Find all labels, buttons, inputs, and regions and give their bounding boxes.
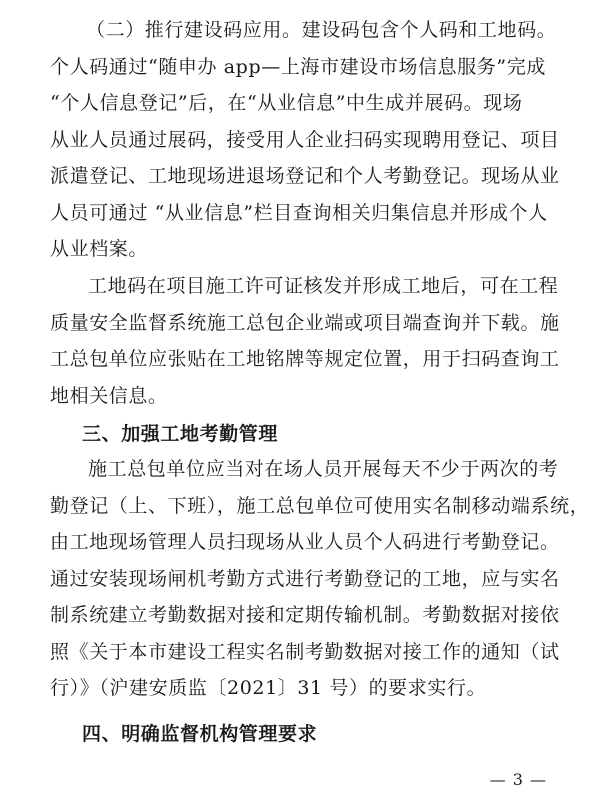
text-line: 个人码通过“随申办 app—上海市建设市场信息服务”完成 [50, 55, 546, 78]
text-line: 从业档案。 [50, 238, 149, 260]
text-line: 从业人员通过展码，接受用人企业扫码实现聘用登记、项目 [50, 128, 560, 151]
page-number: — 3 — [489, 770, 547, 789]
paragraph-attendance [50, 451, 590, 707]
text-line: 施工总包单位应当对在场人员开展每天不少于两次的考 [88, 458, 559, 480]
text-line: 派遣登记、工地现场进退场登记和个人考勤登记。现场从业 [50, 165, 560, 187]
paragraph-site-code [50, 268, 570, 414]
section-heading-attendance: 三、加强工地考勤管理 [82, 423, 279, 445]
text-line: 工地码在项目施工许可证核发并形成工地后，可在工程 [88, 275, 559, 297]
text-line: 人员可通过 “从业信息”栏目查询相关归集信息并形成个人 [50, 201, 548, 224]
text-line: 通过安装现场闸机考勤方式进行考勤登记的工地，应与实名 [50, 567, 560, 590]
text-line: 由工地现场管理人员扫现场从业人员个人码进行考勤登记。 [50, 531, 560, 553]
text-line: 地相关信息。 [50, 384, 168, 407]
text-line: 勤登记（上、下班），施工总包单位可使用实名制移动端系统， [50, 494, 590, 517]
text-line: 质量安全监督系统施工总包企业端或项目端查询并下载。施 [50, 311, 560, 334]
text-line: （二）推行建设码应用。建设码包含个人码和工地码。 [86, 19, 557, 41]
text-line: 工总包单位应张贴在工地铭牌等规定位置，用于扫码查询工 [50, 348, 560, 370]
text-line: 制系统建立考勤数据对接和定期传输机制。考勤数据对接依 [50, 604, 560, 626]
paragraph-construction-code [50, 12, 570, 268]
text-line: 照《关于本市建设工程实名制考勤数据对接工作的通知（试 [50, 640, 560, 663]
text-line: 行）》（沪建安质监〔2021〕31 号）的要求实行。 [50, 677, 487, 699]
text-line: “个人信息登记”后，在“从业信息”中生成并展码。现场 [50, 92, 523, 114]
section-heading-supervision: 四、明确监督机构管理要求 [82, 723, 318, 745]
